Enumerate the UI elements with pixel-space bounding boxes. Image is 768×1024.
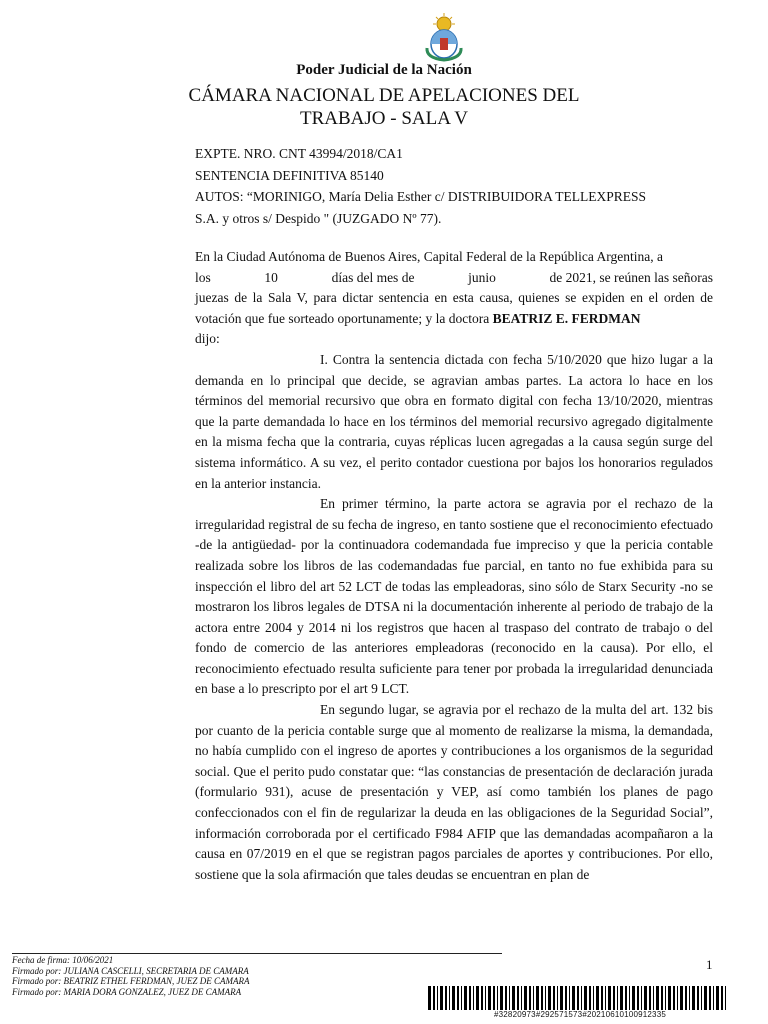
dijo-label: dijo:	[195, 331, 220, 347]
paragraph-2: En primer término, la parte actora se agravia por el rechazo de la irregularidad registral de su fecha de ingreso, en tanto sostiene que el reconocimiento efectuado -de la antigüedad- por la continuadora codemandada fue impreciso y que la pericia contable realizada sobre los libros de las codemandadas fue parcial, en tanto no fue exhibida para su inspección el libro del art 52 LCT de todas las empleadoras, sino sólo de Starx Security -no se mostraron los libros legales de DTSA ni la documentación inherente al periodo de trabajo de la actora entre 2004 y 2014 ni los registros que hacen al traspaso del contrato de trabajo o del fondo de comercio de las anteriores empleadoras (reconocido en la causa). Por ello, el reconocimiento efectuado resulta suficiente para tener por probada la irregularidad denunciada en base a lo prescripto por el art 9 LCT.	[195, 496, 713, 697]
signature-divider	[12, 953, 502, 954]
court-name: Poder Judicial de la Nación	[296, 62, 472, 78]
page-number: 1	[706, 957, 713, 972]
signature-date: Fecha de firma: 10/06/2021	[12, 955, 114, 965]
paragraph-3: En segundo lugar, se agravia por el rechazo de la multa del art. 132 bis por cuanto de la pericia contable surge que al momento de realizarse la misma, la demandada, no había cumplido con el ingreso de aportes y contribuciones a los organismos de la seguridad social. Que el perito pudo constatar que: “las constancias de presentación de declaración jurada (formulario 931), acuse de presentación y VEP, así como también los planes de pago confeccionados con el fin de regularizar la deuda en las obligaciones de la Seguridad Social”, información corroborada por el certificado F984 AFIP que las demandadas acompañaron a la causa en 07/2019 en el que se registran pagos parciales de aportes y contribuciones. Por ello, sostiene que la sola afirmación que tales deudas se encuentran en plan de	[195, 702, 713, 882]
date-year: de 2021, se reúnen las señoras	[549, 269, 713, 285]
sentence-number: SENTENCIA DEFINITIVA 85140	[195, 167, 384, 183]
barcode-icon	[428, 986, 730, 1010]
paragraph-1: I. Contra la sentencia dictada con fecha 5/10/2020 que hizo lugar a la demanda en lo principal que decide, se agravian ambas partes. La actora lo hace en los términos del memorial recursivo que obra en formato digital con fecha 13/10/2020, mientras que la parte demandada lo hace en los términos del memorial recursivo agregado digitalmente en la misma fecha que la contraria, cuyas réplicas lucen agregadas a la causa según surge del sistema informático. A su vez, el perito contador cuestiona por bajos los honorarios regulados en la anterior instancia.	[195, 351, 713, 491]
national-seal-icon	[422, 12, 466, 62]
chamber-title: CÁMARA NACIONAL DE APELACIONES DEL TRABAJO - SALA V	[188, 85, 580, 129]
case-caption-line-1: AUTOS: “MORINIGO, María Delia Esther c/ DISTRIBUIDORA TELLEXPRESS	[195, 189, 646, 204]
date-day: 10	[264, 269, 278, 285]
judge-name: BEATRIZ E. FERDMAN	[492, 310, 641, 326]
case-number: EXPTE. NRO. CNT 43994/2018/CA1	[195, 146, 403, 161]
date-month: junio	[468, 269, 496, 285]
intro-paragraph: juezas de la Sala V, para dictar sentencia en esta causa, quienes se expiden en el orden de votación que fue sorteado oportunamente; y la doctora BEATRIZ E. FERDMAN	[195, 290, 713, 326]
case-caption-line-2: S.A. y otros s/ Despido " (JUZGADO Nº 77).	[195, 210, 442, 226]
intro-line: En la Ciudad Autónoma de Buenos Aires, Capital Federal de la República Argentina, a	[195, 249, 664, 264]
signature-block	[12, 955, 249, 997]
signer-1: Firmado por: JULIANA CASCELLI, SECRETARIA DE CAMARA	[12, 965, 249, 976]
barcode-text: #32820973#292571573#20210610100912335	[493, 1010, 667, 1019]
signer-2: Firmado por: BEATRIZ ETHEL FERDMAN, JUEZ DE CAMARA	[12, 976, 250, 986]
ruling-body	[195, 247, 713, 885]
case-header	[195, 143, 646, 229]
date-line: los 10 días del mes de junio de 2021, se reúnen las señoras	[195, 268, 713, 289]
signer-3: Firmado por: MARIA DORA GONZALEZ, JUEZ DE CAMARA	[12, 986, 242, 997]
